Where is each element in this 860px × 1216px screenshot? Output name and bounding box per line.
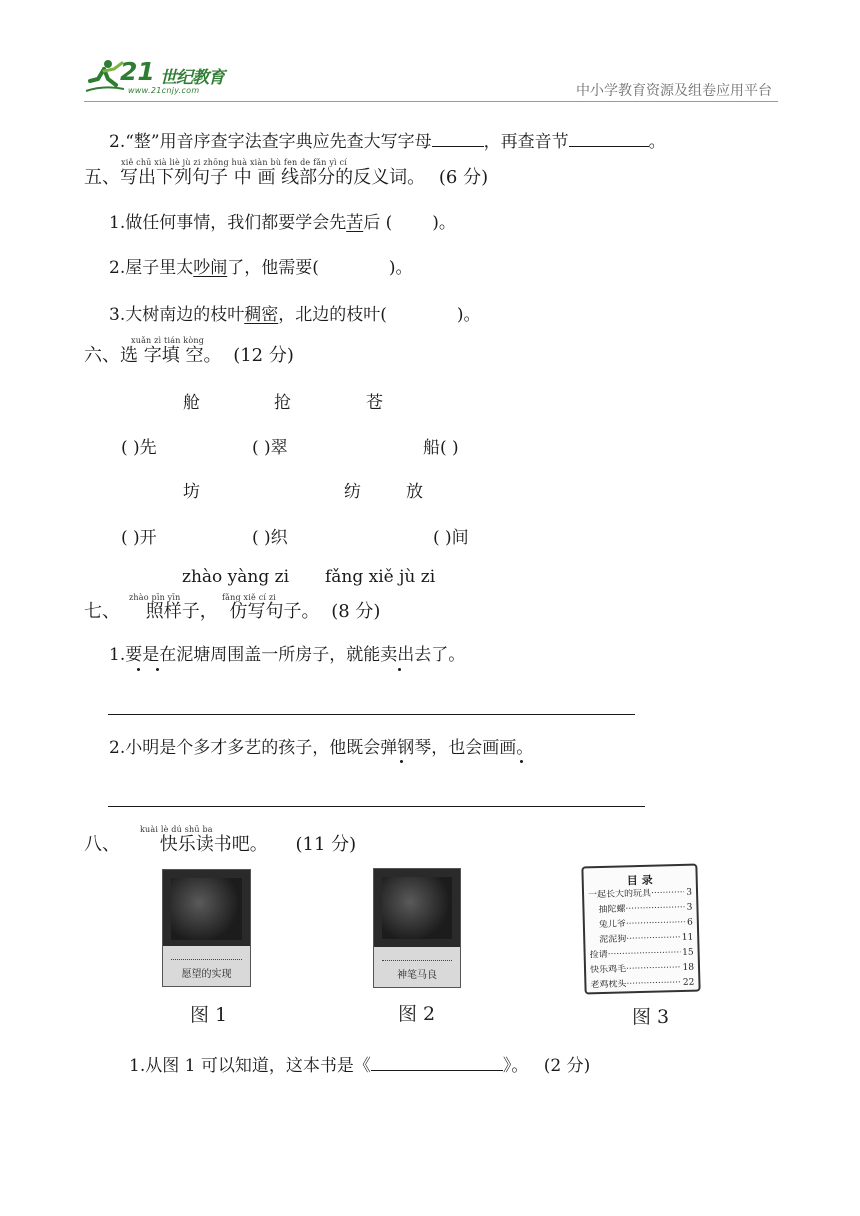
q4-item-2-text: 2.“整”用音序查字法查字典应先查大写字母 xyxy=(109,132,432,152)
sec5-item-3 xyxy=(109,304,481,326)
sec7-score: (8 分) xyxy=(331,601,381,622)
toc-name: 老鸡枕头 ····· xyxy=(590,978,681,991)
sec5-pinyin: xiě chū xià liè jù zi zhōng huà xiàn bù fen de fǎn yì cí xyxy=(121,158,347,167)
sec6-pinyin: xuǎn zì tián kòng xyxy=(131,336,205,345)
toc-name: 快乐鸡毛 ····· xyxy=(590,963,681,976)
figure-caption-3: 图 3 xyxy=(632,1006,670,1028)
sec5-title-text: 五、写出下列句子 中 画 线部分的反义词。 xyxy=(84,167,426,188)
toc-row xyxy=(588,888,692,902)
sec5-score: (6 分) xyxy=(438,167,489,188)
fill-blank[interactable]: 船( ) xyxy=(423,438,459,458)
sec6-title xyxy=(84,345,294,367)
book-cover-2 xyxy=(373,868,461,988)
sec8-title-text: 快乐读书吧。 xyxy=(159,834,268,855)
item-text: )。 xyxy=(388,258,413,278)
emphasis-dot xyxy=(156,668,159,671)
sec7-item-2: 2.小明是个多才多艺的孩子，他既会弹钢琴，也会画画。 xyxy=(109,738,534,758)
char-option: 坊 xyxy=(183,482,200,502)
toc-row xyxy=(590,963,694,977)
book-2-title: 神笔马良 xyxy=(397,970,437,981)
book-cover-1 xyxy=(162,869,251,987)
book-1-title: 愿望的实现 xyxy=(181,969,232,980)
toc-page: 3 xyxy=(686,887,693,898)
q1-text: 1.从图 1 可以知道，这本书是《 xyxy=(129,1056,371,1076)
sec7-big-pinyin-b: fǎng xiě jù zi xyxy=(325,567,436,587)
sec5-item-2 xyxy=(109,257,413,279)
toc-name: 捡请 ····· xyxy=(590,948,681,961)
sec7-title xyxy=(84,601,380,623)
toc-row xyxy=(589,918,693,932)
answer-blank[interactable] xyxy=(432,130,484,147)
item-text: )。 xyxy=(432,213,456,233)
toc-page: 6 xyxy=(686,917,693,928)
emphasis-dot xyxy=(137,668,140,671)
answer-blank[interactable] xyxy=(569,130,649,147)
sec6-title-text: 六、选 字填 空。 xyxy=(84,345,222,366)
sec7-small-pinyin-a: zhào pīn yīn xyxy=(129,593,181,602)
fill-blank[interactable]: ( )间 xyxy=(433,528,469,548)
q4-item-2 xyxy=(109,130,666,153)
sec7-title-a: 照样子， xyxy=(145,601,218,622)
fill-blank[interactable]: ( )织 xyxy=(252,528,288,548)
cover-small-print xyxy=(382,960,452,963)
sec8-title xyxy=(84,834,356,856)
logo-url: www.21cnjy.com xyxy=(128,86,200,95)
sec7-title-b: 仿写句子。 xyxy=(229,601,320,622)
sec7-small-pinyin-b: fǎng xiě cí zi xyxy=(222,593,277,602)
header-divider xyxy=(84,101,778,102)
sec7-big-pinyin-a: zhào yàng zi xyxy=(182,567,290,587)
emphasis-dot xyxy=(400,760,403,763)
logo-text: 世纪教育 xyxy=(160,68,224,88)
sec5-title xyxy=(84,167,488,189)
toc-page: 15 xyxy=(682,947,694,958)
item-text: 1.做任何事情，我们都要学会先 xyxy=(109,213,347,233)
sec8-number: 八、 xyxy=(84,834,120,855)
underlined-word: 苦 xyxy=(346,213,364,233)
char-option: 放 xyxy=(406,482,423,502)
underlined-word: 吵闹 xyxy=(193,258,228,278)
char-option: 抢 xyxy=(274,393,291,413)
char-option: 苍 xyxy=(366,393,383,413)
q1-score: (2 分) xyxy=(543,1056,591,1076)
toc-name: 兔儿爷 ····· xyxy=(599,918,686,931)
logo-number: 21 xyxy=(120,57,155,86)
answer-line[interactable] xyxy=(108,714,635,715)
emphasis-dot xyxy=(398,668,401,671)
sec8-score: (11 分) xyxy=(295,834,357,855)
cover-art xyxy=(382,877,452,939)
fill-blank[interactable]: ( )翠 xyxy=(252,438,288,458)
toc-row xyxy=(590,978,694,992)
item-text: 3.大树南边的枝叶 xyxy=(109,305,245,325)
toc-title: 目 录 xyxy=(626,873,653,888)
item-text: )。 xyxy=(456,305,481,325)
toc-page: 22 xyxy=(682,977,695,988)
toc-name: 泥泥狗 ····· xyxy=(599,933,680,946)
underlined-word: 稠密 xyxy=(244,305,279,325)
toc-page: 3 xyxy=(686,902,693,913)
site-logo xyxy=(84,55,244,101)
sec6-score: (12 分) xyxy=(233,345,294,366)
q1-text-end: 》。 xyxy=(502,1056,529,1076)
cover-art xyxy=(171,878,242,940)
sec8-pinyin: kuài lè dú shū ba xyxy=(140,825,213,834)
toc-row xyxy=(589,933,693,947)
sec5-item-1 xyxy=(109,212,456,234)
runner-logo-icon xyxy=(84,57,124,97)
sec8-question-1 xyxy=(129,1054,590,1077)
table-of-contents xyxy=(581,864,700,995)
q4-item-2-middle: ，再查音节 xyxy=(483,132,569,152)
item-text: 了，他需要( xyxy=(227,258,319,278)
sec7-item-1: 1.要是在泥塘周围盖一所房子，就能卖出去了。 xyxy=(109,645,466,665)
figure-caption-1: 图 1 xyxy=(190,1004,228,1026)
figure-caption-2: 图 2 xyxy=(398,1003,436,1025)
sec7-number: 七、 xyxy=(84,601,120,622)
fill-blank[interactable]: ( )开 xyxy=(121,528,157,548)
platform-brand: 中小学教育资源及组卷应用平台 xyxy=(576,83,772,99)
toc-row xyxy=(590,948,694,962)
q4-item-2-end: 。 xyxy=(648,132,666,152)
toc-name: 一起长大的玩具 ····· xyxy=(588,888,685,902)
emphasis-dot xyxy=(520,760,523,763)
char-option: 舱 xyxy=(183,393,200,413)
char-option: 纺 xyxy=(344,482,361,502)
toc-page: 18 xyxy=(682,962,695,973)
answer-blank[interactable] xyxy=(371,1054,503,1071)
toc-row xyxy=(588,903,692,917)
cover-small-print xyxy=(171,959,242,962)
item-text: 后 ( xyxy=(363,213,393,233)
item-text: 2.屋子里太 xyxy=(109,258,194,278)
item-text: ，北边的枝叶( xyxy=(278,305,387,325)
toc-name: 抽陀螺 ····· xyxy=(598,903,685,916)
toc-page: 11 xyxy=(681,932,694,943)
fill-blank[interactable]: ( )先 xyxy=(121,438,157,458)
answer-line[interactable] xyxy=(108,806,645,807)
